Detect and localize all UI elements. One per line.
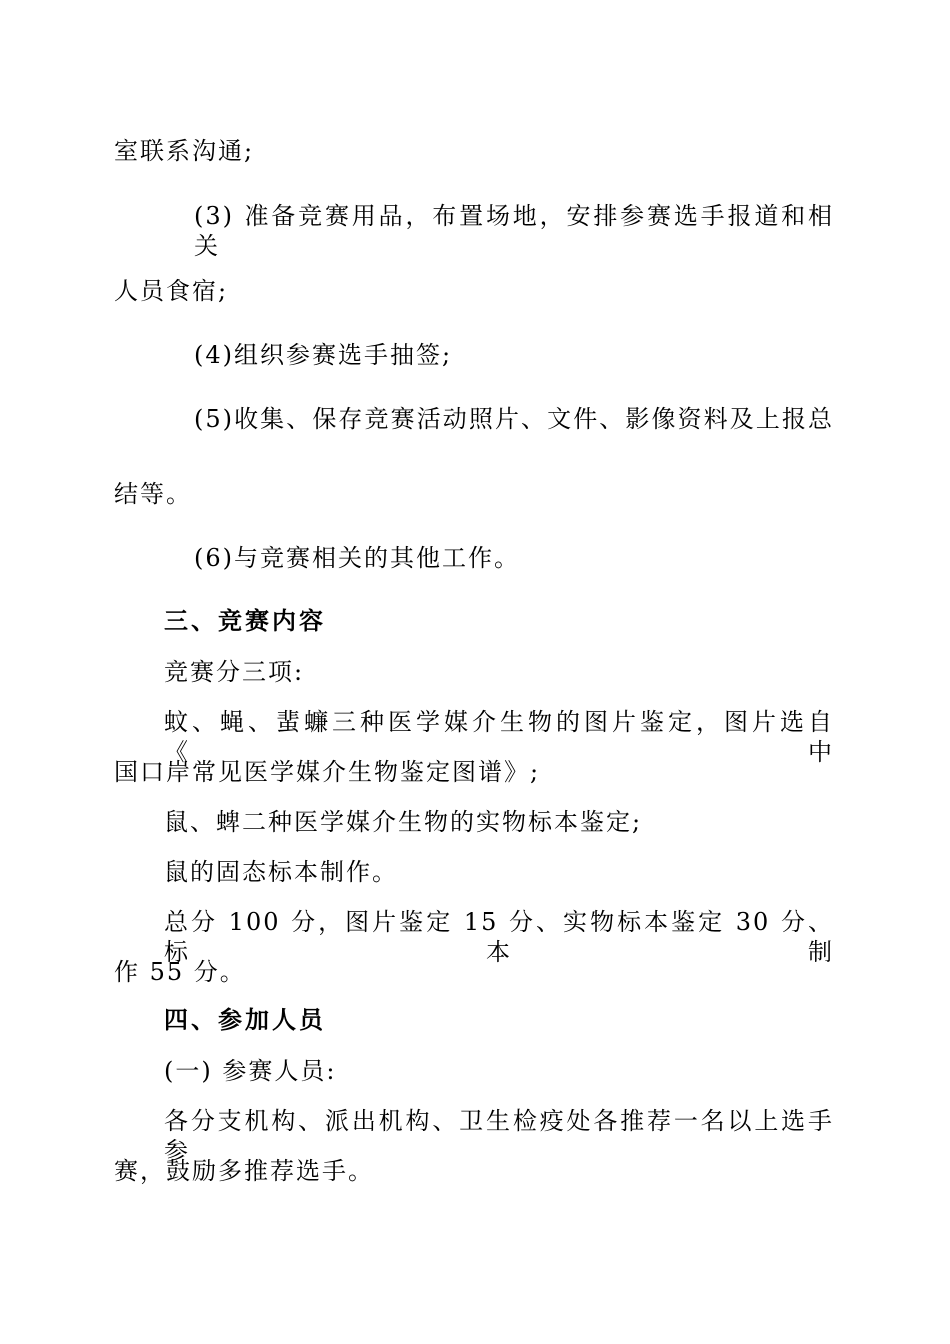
text-line-15: 作 55 分。: [114, 958, 246, 986]
text-line-12: 鼠、蜱二种医学媒介生物的实物标本鉴定;: [164, 808, 643, 836]
text-line-2: (3) 准备竞赛用品，布置场地，安排参赛选手报道和相关: [194, 202, 834, 260]
section-heading-competition-content: 三、竞赛内容: [164, 606, 326, 635]
text-line-3: 人员食宿;: [114, 277, 229, 305]
text-line-6: 结等。: [114, 480, 192, 508]
text-line-7: (6)与竞赛相关的其他工作。: [194, 544, 520, 572]
text-line-19: 赛，鼓励多推荐选手。: [114, 1157, 374, 1185]
text-line-5: (5)收集、保存竞赛活动照片、文件、影像资料及上报总: [194, 405, 834, 433]
text-line-13: 鼠的固态标本制作。: [164, 858, 398, 886]
text-line-9: 竞赛分三项:: [164, 658, 305, 686]
text-line-14: 总分 100 分，图片鉴定 15 分、实物标本鉴定 30 分、标本制: [164, 908, 834, 966]
text-line-4: (4)组织参赛选手抽签;: [194, 341, 453, 369]
text-line-1: 室联系沟通;: [114, 137, 255, 165]
text-line-18: 各分支机构、派出机构、卫生检疫处各推荐一名以上选手参: [164, 1107, 834, 1165]
text-line-11: 国口岸常见医学媒介生物鉴定图谱》;: [114, 758, 541, 786]
text-line-10: 蚊、蝇、蜚蠊三种医学媒介生物的图片鉴定，图片选自《中: [164, 708, 834, 766]
section-heading-participants: 四、参加人员: [164, 1005, 326, 1034]
text-line-17: (一) 参赛人员:: [164, 1057, 337, 1085]
